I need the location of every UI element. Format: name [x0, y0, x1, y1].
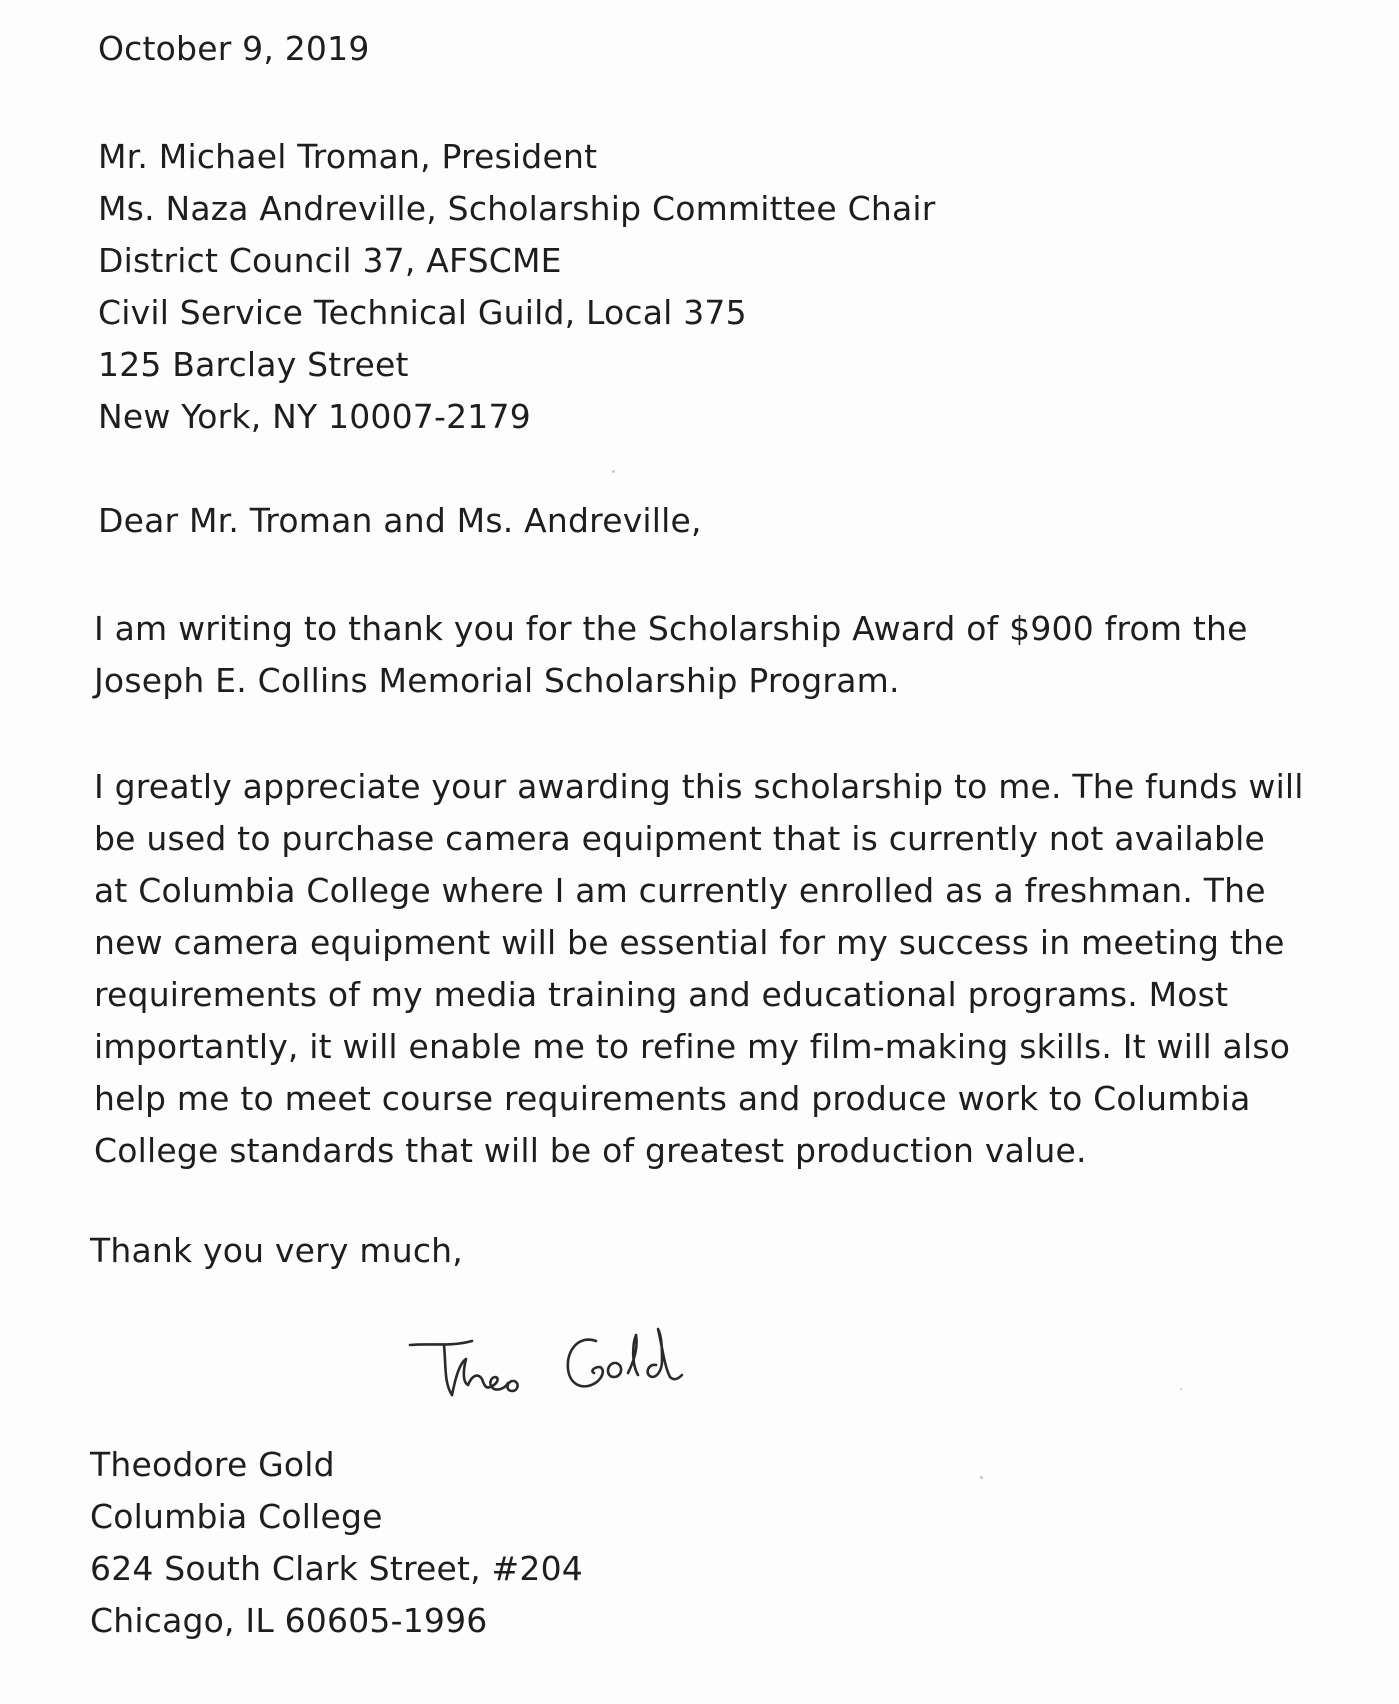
- recipient-line: District Council 37, AFSCME: [98, 241, 562, 280]
- sender-line: Columbia College: [90, 1497, 383, 1536]
- scan-speck: [612, 470, 615, 473]
- sender-line: Chicago, IL 60605-1996: [90, 1601, 488, 1640]
- paragraph-line: I greatly appreciate your awarding this scholarship to me. The funds will: [94, 767, 1304, 806]
- scan-speck: [980, 1476, 983, 1479]
- closing: Thank you very much,: [90, 1231, 463, 1270]
- paragraph-line: requirements of my media training and educational programs. Most: [94, 975, 1229, 1014]
- paragraph-line: help me to meet course requirements and produce work to Columbia: [94, 1079, 1251, 1118]
- recipient-line: Ms. Naza Andreville, Scholarship Committee Chair: [98, 189, 936, 228]
- recipient-line: Mr. Michael Troman, President: [98, 137, 598, 176]
- paragraph-line: be used to purchase camera equipment that is currently not available: [94, 819, 1266, 858]
- letter-date: October 9, 2019: [98, 29, 370, 68]
- sender-line: Theodore Gold: [90, 1445, 335, 1484]
- paragraph-line: new camera equipment will be essential for my success in meeting the: [94, 923, 1285, 962]
- paragraph-line: importantly, it will enable me to refine my film-making skills. It will also: [94, 1027, 1291, 1066]
- salutation: Dear Mr. Troman and Ms. Andreville,: [98, 501, 702, 540]
- recipient-line: 125 Barclay Street: [98, 345, 409, 384]
- paragraph-line: Joseph E. Collins Memorial Scholarship Program.: [94, 661, 900, 700]
- sender-line: 624 South Clark Street, #204: [90, 1549, 583, 1588]
- recipient-line: Civil Service Technical Guild, Local 375: [98, 293, 747, 332]
- scan-speck: [1180, 1388, 1182, 1390]
- handwritten-signature: [400, 1325, 740, 1435]
- paragraph-line: at Columbia College where I am currently enrolled as a freshman. The: [94, 871, 1266, 910]
- paragraph-line: I am writing to thank you for the Scholarship Award of $900 from the: [94, 609, 1248, 648]
- paragraph-line: College standards that will be of greatest production value.: [94, 1131, 1087, 1170]
- recipient-line: New York, NY 10007-2179: [98, 397, 531, 436]
